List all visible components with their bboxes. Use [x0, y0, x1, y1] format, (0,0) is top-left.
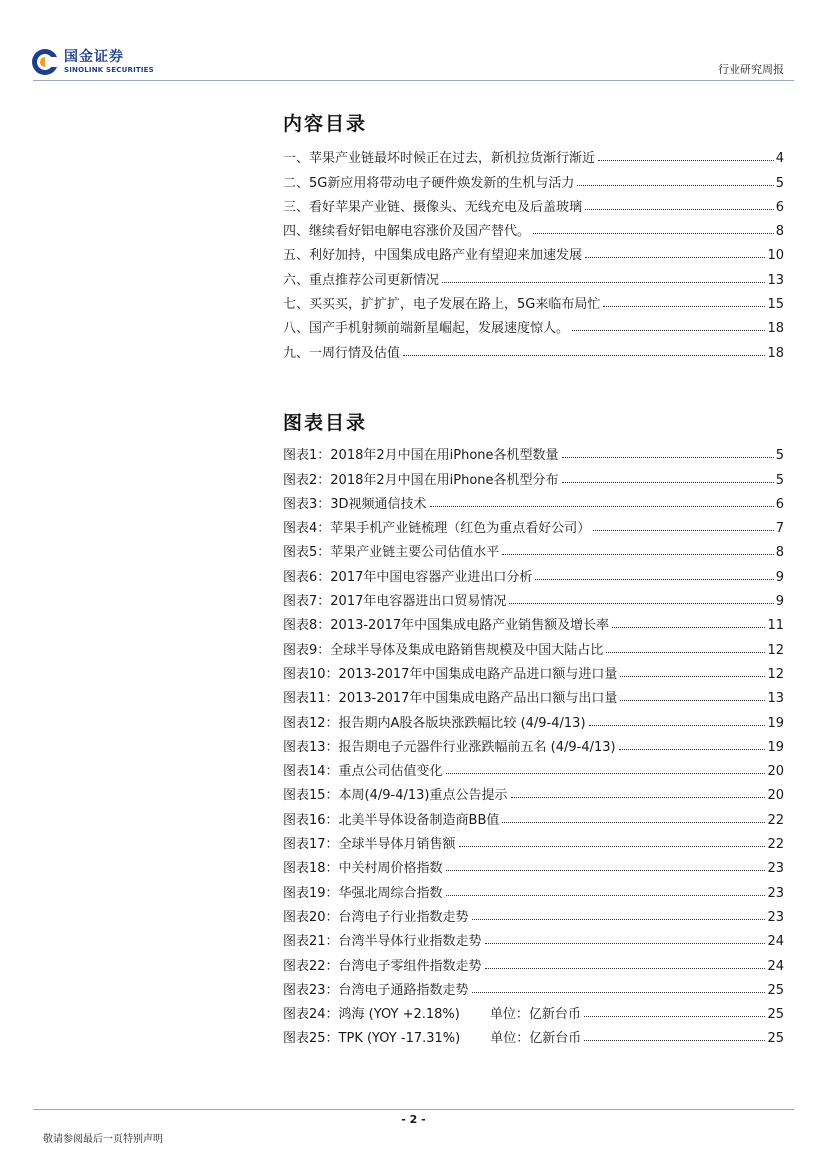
figure-entry-page-number: 9 [775, 569, 784, 585]
figure-entry-label: 图表5：苹果产业链主要公司估值水平 [283, 545, 500, 561]
dot-leader [620, 700, 765, 701]
figure-entry-page-number: 25 [767, 1031, 784, 1047]
figure-entry[interactable] [283, 949, 784, 973]
dot-leader [472, 919, 766, 920]
figure-entry[interactable] [283, 512, 784, 536]
figure-entry[interactable] [283, 852, 784, 876]
figure-entry-page-number: 20 [767, 764, 784, 780]
figure-entry-page-number: 7 [775, 521, 784, 537]
figure-entry[interactable] [283, 731, 784, 755]
figure-entry[interactable] [283, 974, 784, 998]
toc-list [283, 142, 784, 361]
figure-entry-label: 图表17：全球半导体月销售额 [283, 837, 456, 853]
figure-entry[interactable] [283, 560, 784, 584]
dot-leader [606, 652, 765, 653]
toc-title: 内容目录 [283, 113, 368, 135]
figures-list [283, 439, 784, 1046]
figure-entry[interactable] [283, 1022, 784, 1046]
toc-entry-page-number: 4 [775, 151, 784, 167]
toc-entry-page-number: 15 [767, 297, 784, 313]
dot-leader [577, 185, 773, 186]
dot-leader [485, 968, 766, 969]
toc-entry-page-number: 8 [775, 224, 784, 240]
dot-leader [430, 506, 774, 507]
figure-entry[interactable] [283, 488, 784, 512]
toc-entry[interactable] [283, 239, 784, 263]
figure-entry-label: 图表22：台湾电子零组件指数走势 [283, 958, 482, 974]
toc-entry[interactable] [283, 166, 784, 190]
figure-entry-page-number: 20 [767, 788, 784, 804]
toc-entry-label: 九、一周行情及估值 [283, 345, 401, 361]
figure-entry-page-number: 13 [767, 691, 784, 707]
figure-entry[interactable] [283, 925, 784, 949]
toc-entry-page-number: 10 [767, 248, 784, 264]
figure-entry-page-number: 5 [775, 472, 784, 488]
toc-entry-label: 五、利好加持，中国集成电路产业有望迎来加速发展 [283, 248, 583, 264]
toc-entry[interactable] [283, 191, 784, 215]
figure-entry-label: 图表25：TPK (YOY -17.31%) [283, 1031, 461, 1047]
figure-entry[interactable] [283, 463, 784, 487]
figure-entry[interactable] [283, 828, 784, 852]
dot-leader [446, 870, 766, 871]
figure-entry-label: 图表6：2017年中国电容器产业进出口分析 [283, 569, 533, 585]
figure-entry-unit: 单位：亿新台币 [489, 1007, 581, 1023]
company-logo [31, 47, 154, 77]
figure-entry-label: 图表23：台湾电子通路指数走势 [283, 982, 469, 998]
toc-entry-label: 四、继续看好铝电解电容涨价及国产替代。 [283, 224, 531, 240]
figure-entry-label: 图表14：重点公司估值变化 [283, 764, 443, 780]
figure-entry-label: 图表20：台湾电子行业指数走势 [283, 909, 469, 925]
figure-entry-page-number: 11 [767, 618, 784, 634]
dot-leader [472, 992, 766, 993]
figure-entry-page-number: 5 [775, 448, 784, 464]
figure-entry[interactable] [283, 609, 784, 633]
toc-entry[interactable] [283, 336, 784, 360]
figure-entry[interactable] [283, 876, 784, 900]
figure-entry-page-number: 23 [767, 909, 784, 925]
figure-entry[interactable] [283, 658, 784, 682]
figure-entry[interactable] [283, 439, 784, 463]
dot-leader [446, 895, 766, 896]
figure-entry-page-number: 6 [775, 496, 784, 512]
figure-entry[interactable] [283, 536, 784, 560]
dot-leader [509, 603, 773, 604]
figure-entry-page-number: 12 [767, 642, 784, 658]
toc-entry[interactable] [283, 215, 784, 239]
figure-entry[interactable] [283, 779, 784, 803]
toc-entry-page-number: 18 [767, 345, 784, 361]
dot-leader [485, 943, 766, 944]
figure-entry[interactable] [283, 633, 784, 657]
figure-entry-label: 图表1：2018年2月中国在用iPhone各机型数量 [283, 448, 559, 464]
figure-entry-page-number: 22 [767, 812, 784, 828]
dot-leader [572, 330, 765, 331]
toc-entry-page-number: 5 [775, 175, 784, 191]
figure-entry-label: 图表9：全球半导体及集成电路销售规模及中国大陆占比 [283, 642, 604, 658]
logo-english-name: SINOLINK SECURITIES [64, 66, 154, 74]
dot-leader [589, 725, 766, 726]
dot-leader [620, 676, 765, 677]
logo-chinese-name: 国金证券 [64, 49, 124, 65]
figure-entry[interactable] [283, 803, 784, 827]
dot-leader [502, 554, 773, 555]
dot-leader [584, 1040, 765, 1041]
figure-entry-page-number: 22 [767, 837, 784, 853]
figure-entry-page-number: 24 [767, 958, 784, 974]
document-type: 行业研究周报 [718, 63, 784, 76]
figure-entry-label: 图表7：2017年电容器进出口贸易情况 [283, 594, 507, 610]
toc-entry[interactable] [283, 312, 784, 336]
dot-leader [562, 457, 774, 458]
dot-leader [593, 530, 773, 531]
toc-entry-page-number: 6 [775, 199, 784, 215]
figure-entry-label: 图表12：报告期内A股各版块涨跌幅比较 (4/9-4/13) [283, 715, 586, 731]
figure-entry-page-number: 23 [767, 861, 784, 877]
toc-entry-page-number: 13 [767, 272, 784, 288]
figure-entry-page-number: 19 [767, 715, 784, 731]
dot-leader [511, 797, 766, 798]
dot-leader [585, 257, 765, 258]
figure-entry-page-number: 9 [775, 594, 784, 610]
figure-entry[interactable] [283, 706, 784, 730]
dot-leader [502, 822, 765, 823]
toc-entry-label: 八、国产手机射频前端新星崛起，发展速度惊人。 [283, 321, 570, 337]
figure-entry[interactable] [283, 682, 784, 706]
dot-leader [584, 1016, 766, 1017]
dot-leader [585, 209, 774, 210]
dot-leader [612, 627, 765, 628]
page-number: - 2 - [401, 1113, 426, 1126]
figure-entry-page-number: 23 [767, 885, 784, 901]
header-divider [33, 80, 794, 81]
figure-entry-unit: 单位：亿新台币 [490, 1031, 582, 1047]
figure-entry-label: 图表11：2013-2017年中国集成电路产品出口额与出口量 [283, 691, 618, 707]
dot-leader [442, 282, 765, 283]
figure-entry-page-number: 25 [767, 982, 784, 998]
figure-entry-label: 图表8：2013-2017年中国集成电路产业销售额及增长率 [283, 618, 610, 634]
toc-entry[interactable] [283, 263, 784, 287]
dot-leader [403, 355, 765, 356]
figures-title: 图表目录 [283, 412, 368, 434]
dot-leader [562, 482, 774, 483]
figure-entry-label: 图表4：苹果手机产业链梳理（红色为重点看好公司） [283, 521, 591, 537]
dot-leader [598, 160, 774, 161]
dot-leader [535, 579, 773, 580]
toc-entry[interactable] [283, 288, 784, 312]
toc-entry-label: 一、苹果产业链最坏时候正在过去，新机拉货渐行渐近 [283, 151, 596, 167]
toc-entry[interactable] [283, 142, 784, 166]
dot-leader [533, 233, 774, 234]
figure-entry-label: 图表18：中关村周价格指数 [283, 861, 443, 877]
toc-entry-page-number: 18 [767, 321, 784, 337]
figure-entry-page-number: 19 [767, 739, 784, 755]
toc-entry-label: 三、看好苹果产业链、摄像头、无线充电及后盖玻璃 [283, 199, 583, 215]
figure-entry-page-number: 24 [767, 934, 784, 950]
toc-entry-label: 二、5G新应用将带动电子硬件焕发新的生机与活力 [283, 175, 575, 191]
toc-entry-label: 六、重点推荐公司更新情况 [283, 272, 440, 288]
figure-entry-label: 图表24：鸿海 (YOY +2.18%) [283, 1007, 460, 1023]
figure-entry[interactable] [283, 901, 784, 925]
figure-entry-label: 图表19：华强北周综合指数 [283, 885, 443, 901]
dot-leader [619, 749, 766, 750]
dot-leader [446, 773, 766, 774]
figure-entry-page-number: 12 [767, 666, 784, 682]
figure-entry-label: 图表13：报告期电子元器件行业涨跌幅前五名 (4/9-4/13) [283, 739, 616, 755]
figure-entry-label: 图表16：北美半导体设备制造商BB值 [283, 812, 500, 828]
figure-entry-label: 图表15：本周(4/9-4/13)重点公告提示 [283, 788, 508, 804]
figure-entry-label: 图表21：台湾半导体行业指数走势 [283, 934, 482, 950]
sinolink-logo-icon [31, 48, 59, 76]
dot-leader [603, 306, 765, 307]
footer-divider [33, 1109, 794, 1110]
figure-entry[interactable] [283, 755, 784, 779]
figure-entry-label: 图表10：2013-2017年中国集成电路产品进口额与进口量 [283, 666, 618, 682]
disclaimer: 敬请参阅最后一页特别声明 [43, 1134, 163, 1145]
figure-entry-label: 图表2：2018年2月中国在用iPhone各机型分布 [283, 472, 559, 488]
toc-entry-label: 七、买买买，扩扩扩，电子发展在路上，5G来临布局忙 [283, 297, 601, 313]
figure-entry-label: 图表3：3D视频通信技术 [283, 496, 427, 512]
figure-entry[interactable] [283, 998, 784, 1022]
figure-entry[interactable] [283, 585, 784, 609]
figure-entry-page-number: 8 [775, 545, 784, 561]
figure-entry-page-number: 25 [767, 1007, 784, 1023]
dot-leader [459, 846, 766, 847]
